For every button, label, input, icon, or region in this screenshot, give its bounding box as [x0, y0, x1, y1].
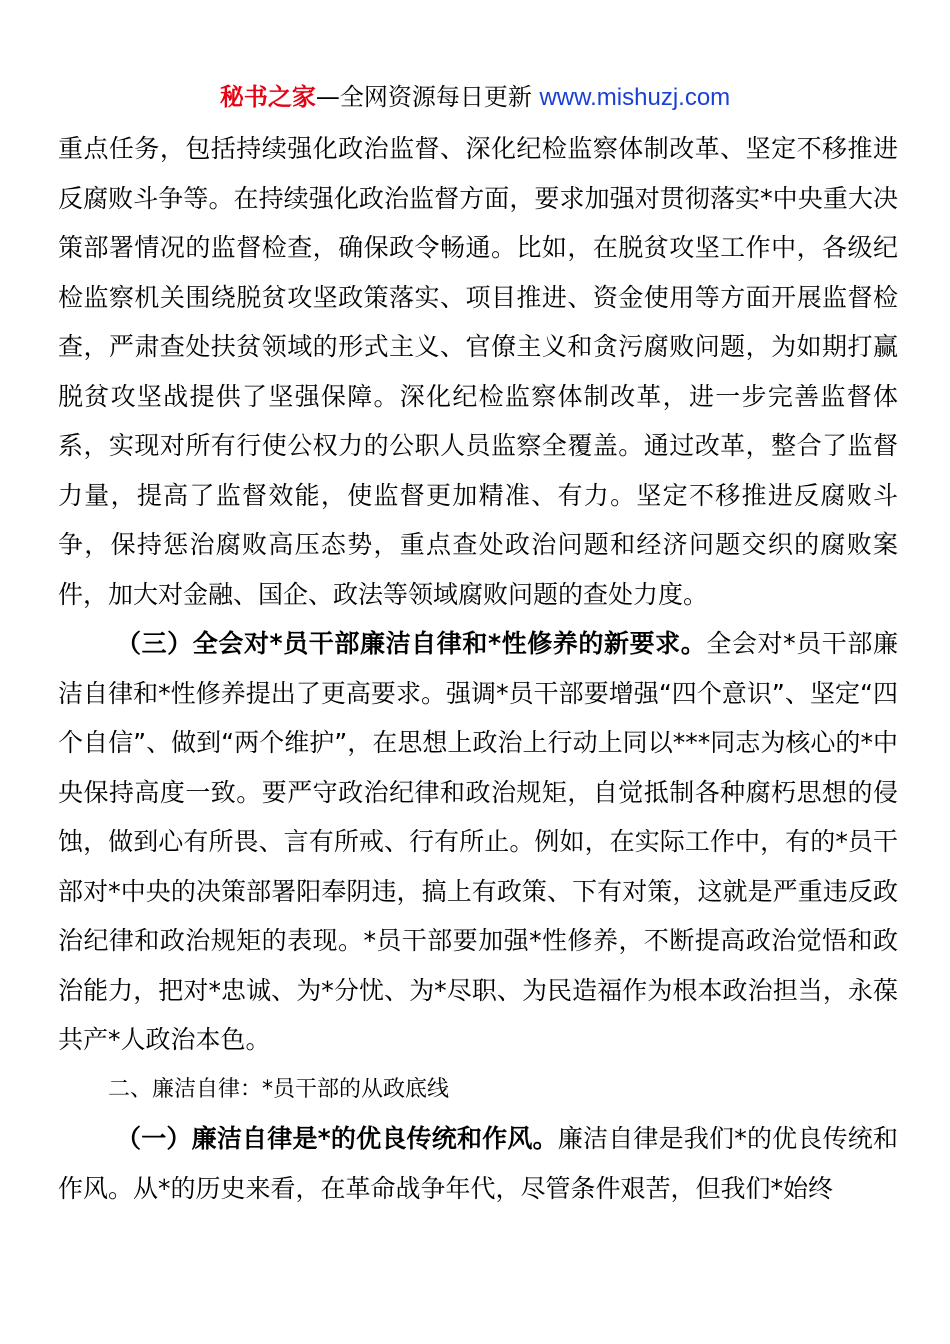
- site-tagline: —全网资源每日更新: [315, 83, 532, 111]
- site-header: [0, 80, 950, 115]
- document-body: [58, 124, 898, 1213]
- section-lead: （三）全会对*员干部廉洁自律和*性修养的新要求。: [116, 629, 707, 658]
- paragraph: 重点任务，包括持续强化政治监督、深化纪检监察体制改革、坚定不移推进反腐败斗争等。在持续强化政治监督方面，要求加强对贯彻落实*中央重大决策部署情况的监督检查，确保政令畅通。比如，在脱贫攻坚工作中，各级纪检监察机关围绕脱贫攻坚政策落实、项目推进、资金使用等方面开展监督检查，严肃查处扶贫领域的形式主义、官僚主义和贪污腐败问题，为如期打赢脱贫攻坚战提供了坚强保障。深化纪检监察体制改革，进一步完善监督体系，实现对所有行使公权力的公职人员监察全覆盖。通过改革，整合了监督力量，提高了监督效能，使监督更加精准、有力。坚定不移推进反腐败斗争，保持惩治腐败高压态势，重点查处政治问题和经济问题交织的腐败案件，加大对金融、国企、政法等领域腐败问题的查处力度。: [58, 134, 898, 609]
- paragraph-text: 廉洁自律是我们*的优良传统和作风。从*的历史来看，在革命战争年代，尽管条件艰苦，但我们*始终: [58, 1124, 898, 1203]
- section-heading: 二、廉洁自律：*员干部的从政底线: [108, 1076, 450, 1102]
- paragraph: [58, 1114, 898, 1213]
- paragraph-text: 全会对*员干部廉洁自律和*性修养提出了更高要求。强调*员干部要增强“四个意识”、坚定“四个自信”、做到“两个维护”，在思想上政治上行动上同以***同志为核心的*中央保持高度一致。要严守政治纪律和政治规矩，自觉抵制各种腐朽思想的侵蚀，做到心有所畏、言有所戒、行有所止。例如，在实际工作中，有的*员干部对*中央的决策部署阳奉阴违，搞上有政策、下有对策，这就是严重违反政治纪律和政治规矩的表现。*员干部要加强*性修养，不断提高政治觉悟和政治能力，把对*忠诚、为*分忧、为*尽职、为民造福作为根本政治担当，永葆共产*人政治本色。: [58, 629, 898, 1054]
- section-lead: （一）廉洁自律是*的优良传统和作风。: [116, 1124, 558, 1153]
- paragraph: [58, 619, 898, 1065]
- site-url-link[interactable]: www.mishuzj.com: [539, 84, 731, 111]
- site-brand: 秘书之家: [219, 83, 316, 111]
